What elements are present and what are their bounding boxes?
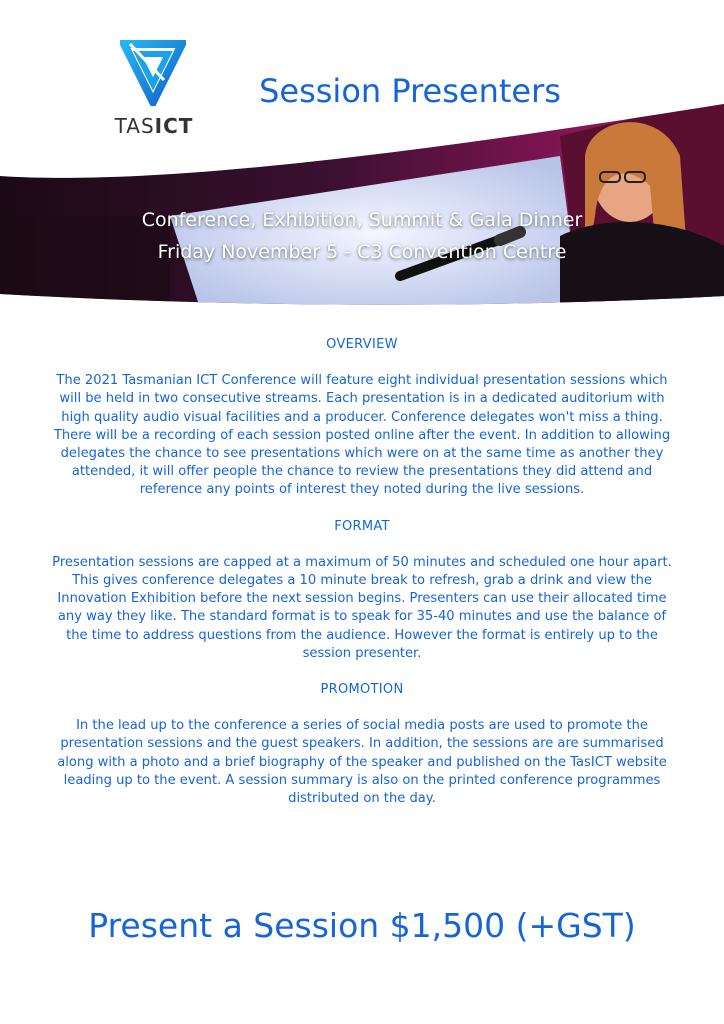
banner-line-2: Friday November 5 - C3 Convention Centre <box>157 241 567 263</box>
hero-banner <box>0 96 724 308</box>
section-body: Presentation sessions are capped at a maximum of 50 minutes and scheduled one hour apart. This gives conference delegates a 10 minute break to refresh, grab a drink and view the Innovation Exhibition before the next session begins. Presenters can use their allocated time any way they like. The standard format is to speak for 35-40 minutes and use the balance of the time to address questions from the audience. However the format is entirely up to the session presenter. <box>52 554 672 661</box>
banner-event-details <box>0 204 724 268</box>
section-heading: OVERVIEW <box>326 337 398 352</box>
logo-text-bold: ICT <box>154 114 194 138</box>
page-title: Session Presenters <box>259 72 561 110</box>
section-body: The 2021 Tasmanian ICT Conference will feature eight individual presentation sessions which will be held in two consecutive streams. Each presentation is in a dedicated auditorium with high quality audio visual facilities and a producer. Conference delegates won't miss a thing. There will be a recording of each session posted online after the event. In addition to allowing delegates the chance to see presentations which were on at the same time as another they attended, it will offer people the chance to review the presentations they did attend and reference any points of interest they noted during the live sessions. <box>53 373 671 498</box>
logo-text-light: TAS <box>114 114 155 138</box>
banner-line-1: Conference, Exhibition, Summit & Gala Dinner <box>141 209 583 231</box>
section-body: In the lead up to the conference a series of social media posts are used to promote the presentation sessions and the guest speakers. In addition, the sessions are are summarised along with a photo and a brief biography of the speaker and published on the TasICT website leading up to the event. A session summary is also on the printed conference programmes distributed on the day. <box>57 718 667 807</box>
format-section <box>50 518 674 663</box>
speaker-at-podium-photo <box>0 96 724 308</box>
promotion-section <box>50 681 674 808</box>
section-heading: PROMOTION <box>320 682 404 698</box>
overview-section <box>50 336 674 500</box>
section-heading: FORMAT <box>334 518 390 534</box>
price-heading: Present a Session $1,500 (+GST) <box>88 906 636 945</box>
main-content <box>50 336 674 826</box>
